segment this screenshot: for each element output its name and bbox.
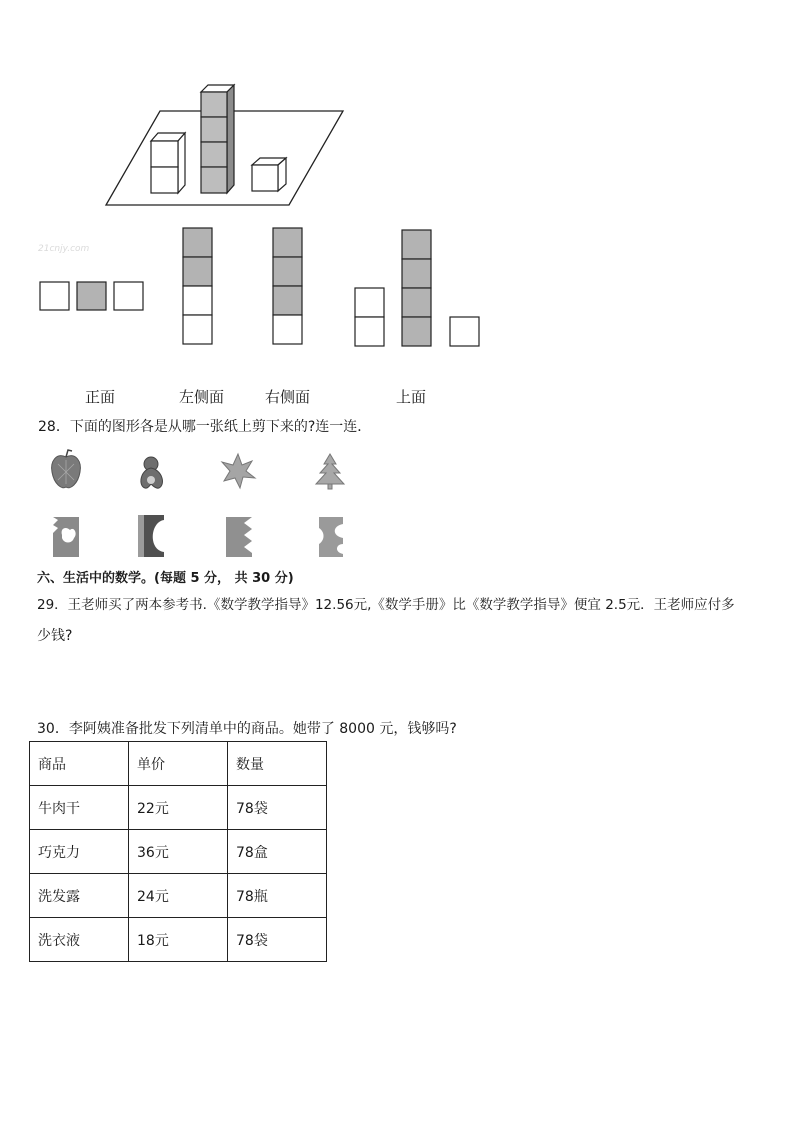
question-29-line-1: 29．王老师买了两本参考书.《数学教学指导》12.56元,《数学手册》比《数学教学指导》便宜 2.5元．王老师应付多 xyxy=(37,597,735,613)
label-right-view: 右侧面 xyxy=(265,388,311,406)
table-cell: 24元 xyxy=(129,874,228,918)
left-cube-stack xyxy=(151,133,185,193)
table-cell: 洗衣液 xyxy=(30,918,129,962)
table-cell: 78盒 xyxy=(228,830,327,874)
square xyxy=(402,317,431,346)
square xyxy=(273,228,302,257)
tree-shape xyxy=(316,454,344,489)
table-row xyxy=(30,874,327,918)
square xyxy=(273,315,302,344)
paper-cutout-round xyxy=(138,515,164,557)
square xyxy=(355,317,384,346)
table-cell: 牛肉干 xyxy=(30,786,129,830)
square xyxy=(114,282,143,310)
square xyxy=(183,315,212,344)
table-row xyxy=(30,830,327,874)
question-30: 30．李阿姨准备批发下列清单中的商品。她带了 8000 元，钱够吗? xyxy=(37,721,457,737)
table-header-row xyxy=(30,742,327,786)
header-cell: 商品 xyxy=(30,742,129,786)
table-cell: 78瓶 xyxy=(228,874,327,918)
table-cell: 巧克力 xyxy=(30,830,129,874)
flower-shape xyxy=(222,454,255,488)
table-cell: 洗发露 xyxy=(30,874,129,918)
paper-cutout-bump xyxy=(319,517,343,557)
front-view-squares xyxy=(40,282,143,310)
square xyxy=(183,228,212,257)
table-row xyxy=(30,918,327,962)
apple-shape xyxy=(52,450,81,488)
gourd-shape xyxy=(141,457,163,488)
right-single-cube xyxy=(252,158,286,191)
paper-cutout-zigzag xyxy=(226,517,252,557)
table-cell: 18元 xyxy=(129,918,228,962)
label-top-view: 上面 xyxy=(396,388,427,406)
goods-table xyxy=(29,741,327,962)
square xyxy=(450,317,479,346)
square xyxy=(183,257,212,286)
square xyxy=(40,282,69,310)
square xyxy=(402,230,431,259)
table-cell: 78袋 xyxy=(228,918,327,962)
cutout-shapes-row xyxy=(0,440,400,565)
table-cell: 36元 xyxy=(129,830,228,874)
square xyxy=(183,286,212,315)
paper-cutout-leaf xyxy=(53,517,79,557)
header-cell: 单价 xyxy=(129,742,228,786)
middle-cube-stack xyxy=(201,85,234,193)
square xyxy=(355,288,384,317)
square xyxy=(77,282,106,310)
label-left-view: 左侧面 xyxy=(179,388,225,406)
header-cell: 数量 xyxy=(228,742,327,786)
section-6-title: 六、生活中的数学。(每题 5 分， 共 30 分) xyxy=(37,571,294,586)
right-view-column xyxy=(273,228,302,344)
square xyxy=(402,288,431,317)
left-view-column xyxy=(183,228,212,344)
top-view-squares xyxy=(355,230,479,346)
table-cell: 22元 xyxy=(129,786,228,830)
watermark: 21cnjy.com xyxy=(38,244,90,254)
question-29-line-2: 少钱? xyxy=(37,628,73,644)
table-row xyxy=(30,786,327,830)
table-cell: 78袋 xyxy=(228,786,327,830)
question-28: 28．下面的图形各是从哪一张纸上剪下来的?连一连． xyxy=(38,419,372,435)
square xyxy=(273,286,302,315)
square xyxy=(273,257,302,286)
square xyxy=(402,259,431,288)
cube-stack-figure xyxy=(0,0,794,360)
label-front-view: 正面 xyxy=(85,388,116,406)
